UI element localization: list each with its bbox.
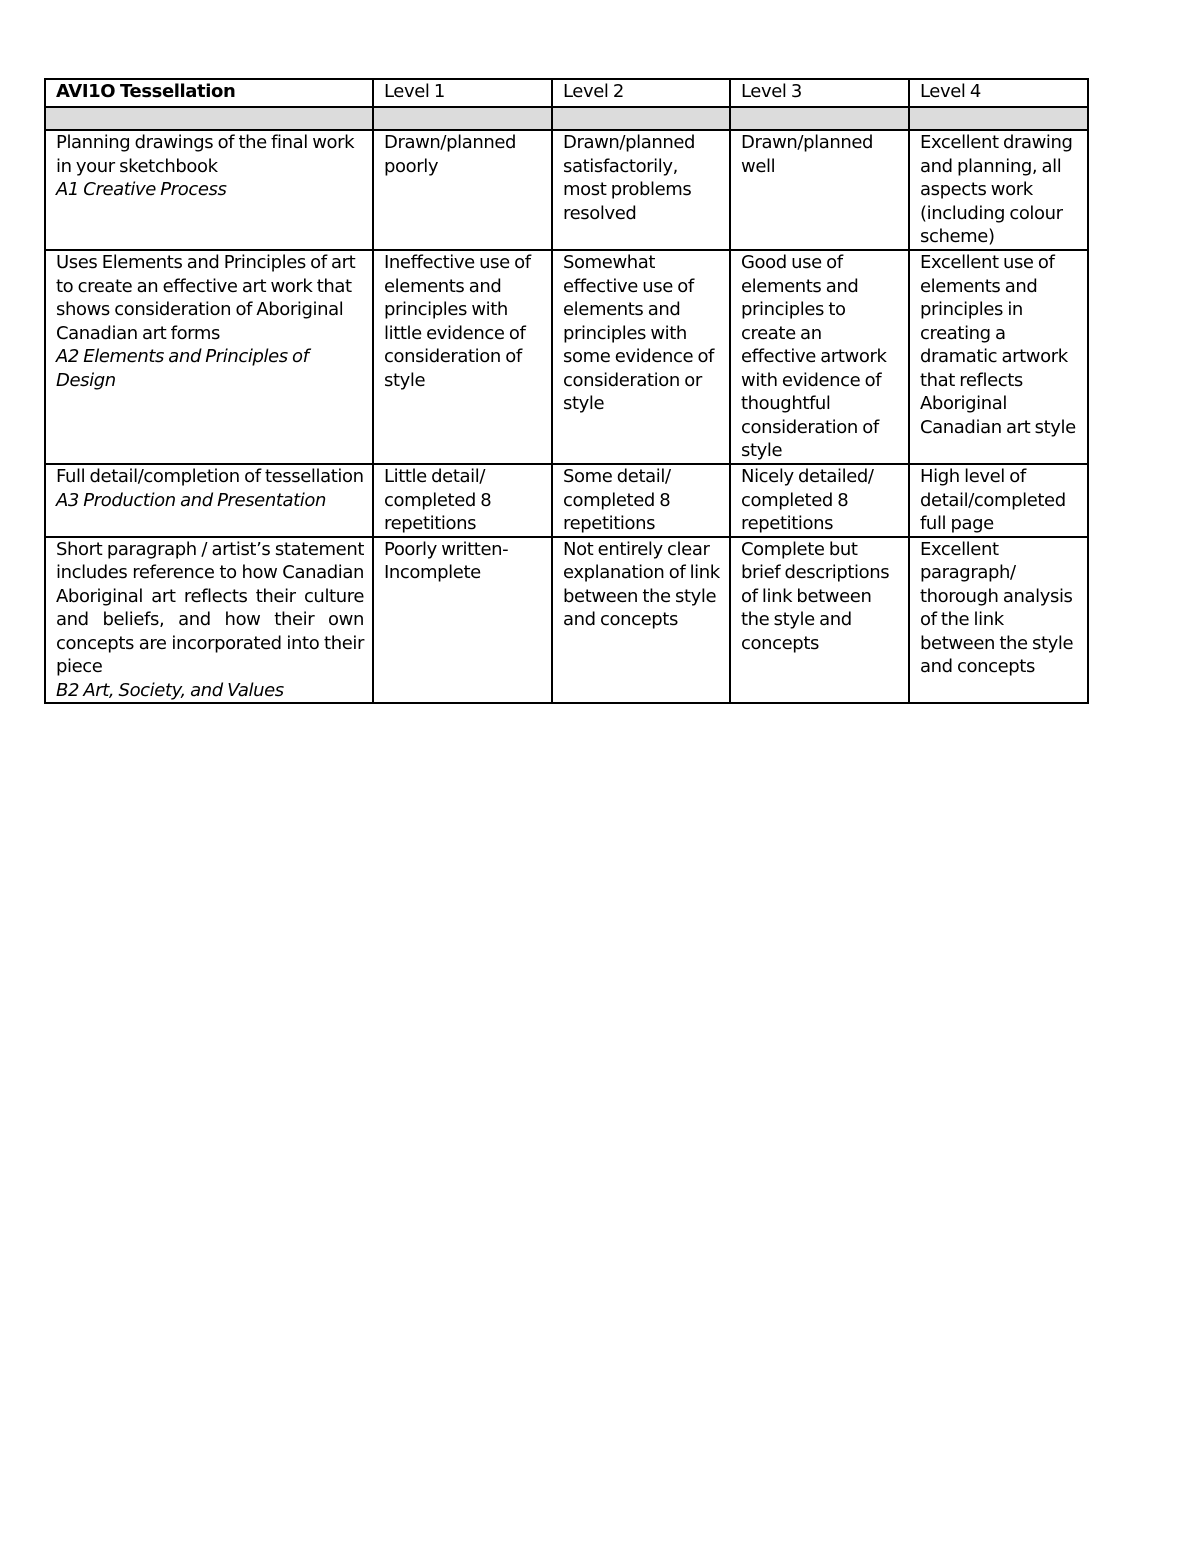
level-1-descriptor: Poorly written- Incomplete	[373, 537, 552, 704]
criterion-cell	[45, 464, 373, 537]
criterion-cell	[45, 130, 373, 250]
expectation-code: A1 Creative Process	[56, 179, 227, 200]
level-1-descriptor: Ineffective use of elements and principles with little evidence of consideration of style	[373, 250, 552, 464]
expectation-code: A3 Production and Presentation	[56, 489, 327, 511]
spacer-cell	[373, 107, 552, 130]
expectation-code: B2 Art, Society, and Values	[56, 679, 284, 701]
criterion-cell	[45, 537, 373, 704]
criterion-text: Planning drawings of the final work in your sketchbook	[56, 132, 355, 177]
level-3-descriptor: Good use of elements and principles to create an effective artwork with evidence of thoughtful consideration of style	[730, 250, 909, 464]
header-row	[45, 79, 1088, 107]
level-3-header: Level 3	[730, 79, 909, 107]
level-4-descriptor: High level of detail/completed full page	[909, 464, 1088, 537]
level-4-descriptor: Excellent paragraph/ thorough analysis of the link between the style and concepts	[909, 537, 1088, 704]
spacer-cell	[45, 107, 373, 130]
level-2-descriptor: Some detail/ completed 8 repetitions	[552, 464, 730, 537]
level-1-descriptor: Little detail/ completed 8 repetitions	[373, 464, 552, 537]
level-2-header: Level 2	[552, 79, 730, 107]
rubric-table	[44, 78, 1089, 704]
rubric-title: AVI1O Tessellation	[45, 79, 373, 107]
level-4-descriptor: Excellent drawing and planning, all aspects work (including colour scheme)	[909, 130, 1088, 250]
criterion-text: Uses Elements and Principles of art to create an effective art work that shows consideration of Aboriginal Canadian art forms	[56, 252, 356, 344]
spacer-cell	[909, 107, 1088, 130]
table-row	[45, 130, 1088, 250]
criterion-text: Short paragraph / artist’s statement includes reference to how Canadian Aboriginal art reflects their culture and beliefs, and how their own concepts are incorporated into their piece	[56, 538, 364, 677]
table-row	[45, 250, 1088, 464]
level-4-header: Level 4	[909, 79, 1088, 107]
expectation-code: A2 Elements and Principles of Design	[56, 346, 309, 391]
table-row	[45, 537, 1088, 704]
spacer-cell	[552, 107, 730, 130]
level-1-descriptor: Drawn/planned poorly	[373, 130, 552, 250]
level-3-descriptor: Nicely detailed/ completed 8 repetitions	[730, 464, 909, 537]
spacer-cell	[730, 107, 909, 130]
level-3-descriptor: Drawn/planned well	[730, 130, 909, 250]
criterion-cell	[45, 250, 373, 464]
level-4-descriptor: Excellent use of elements and principles in creating a dramatic artwork that reflects Aboriginal Canadian art style	[909, 250, 1088, 464]
level-2-descriptor: Drawn/planned satisfactorily, most problems resolved	[552, 130, 730, 250]
table-row	[45, 464, 1088, 537]
level-1-header: Level 1	[373, 79, 552, 107]
level-3-descriptor: Complete but brief descriptions of link between the style and concepts	[730, 537, 909, 704]
criterion-text: Full detail/completion of tessellation	[56, 466, 364, 487]
level-2-descriptor: Somewhat effective use of elements and principles with some evidence of consideration or style	[552, 250, 730, 464]
level-2-descriptor: Not entirely clear explanation of link between the style and concepts	[552, 537, 730, 704]
shaded-spacer-row	[45, 107, 1088, 130]
